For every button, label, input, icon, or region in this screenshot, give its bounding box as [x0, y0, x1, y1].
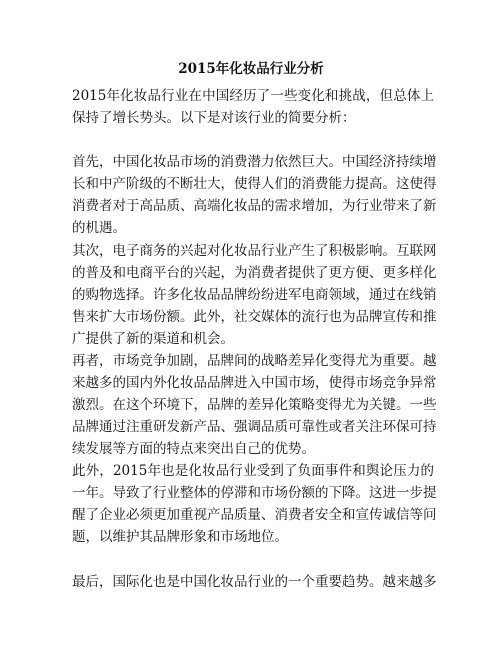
paragraph-fifth	[72, 571, 437, 593]
paragraph-line: 的普及和电商平台的兴起，为消费者提供了更方便、更多样化	[72, 265, 437, 281]
paragraph-line: 长和中产阶级的不断壮大，使得人们的消费能力提高。这使得	[72, 176, 437, 192]
paragraph-line: 一年。导致了行业整体的停滞和市场份额的下降。这进一步提	[72, 485, 437, 501]
paragraph-line: 来越多的国内外化妆品品牌进入中国市场，使得市场竞争异常	[72, 375, 437, 391]
paragraph-line: 其次，电子商务的兴起对化妆品行业产生了积极影响。互联网	[72, 243, 437, 259]
paragraph-second	[72, 240, 437, 350]
paragraph-line: 的购物选择。许多化妆品品牌纷纷进军电商领域，通过在线销	[72, 287, 437, 303]
document-title: 2015年化妆品行业分析	[178, 61, 324, 77]
paragraph-line: 2015年化妆品行业在中国经历了一些变化和挑战，但总体上	[72, 88, 434, 104]
paragraph-line: 再者，市场竞争加剧，品牌间的战略差异化变得尤为重要。越	[72, 353, 437, 369]
paragraph-line: 此外，2015年也是化妆品行业受到了负面事件和舆论压力的	[72, 463, 434, 479]
paragraph-line: 消费者对于高品质、高端化妆品的需求增加，为行业带来了新	[72, 198, 437, 214]
paragraph-fourth	[72, 460, 437, 548]
paragraph-line: 最后，国际化也是中国化妆品行业的一个重要趋势。越来越多	[72, 574, 437, 590]
paragraph-line: 品牌通过注重研发新产品、强调品质可靠性或者关注环保可持	[72, 419, 437, 435]
paragraph-first	[72, 151, 437, 239]
paragraph-line: 续发展等方面的特点来突出自己的优势。	[72, 441, 315, 457]
paragraph-line: 广提供了新的渠道和机会。	[72, 331, 234, 347]
paragraph-line: 醒了企业必须更加重视产品质量、消费者安全和宣传诚信等问	[72, 507, 437, 523]
paragraph-intro	[72, 85, 434, 129]
paragraph-line: 首先，中国化妆品市场的消费潜力依然巨大。中国经济持续增	[72, 154, 437, 170]
paragraph-line: 激烈。在这个环境下，品牌的差异化策略变得尤为关键。一些	[72, 397, 437, 413]
paragraph-line: 保持了增长势头。以下是对该行业的简要分析：	[72, 110, 356, 126]
paragraph-line: 售来扩大市场份额。此外，社交媒体的流行也为品牌宣传和推	[72, 309, 437, 325]
paragraph-line: 题，以维护其品牌形象和市场地位。	[72, 529, 288, 545]
paragraph-line: 的机遇。	[72, 220, 126, 236]
paragraph-third	[72, 350, 437, 460]
